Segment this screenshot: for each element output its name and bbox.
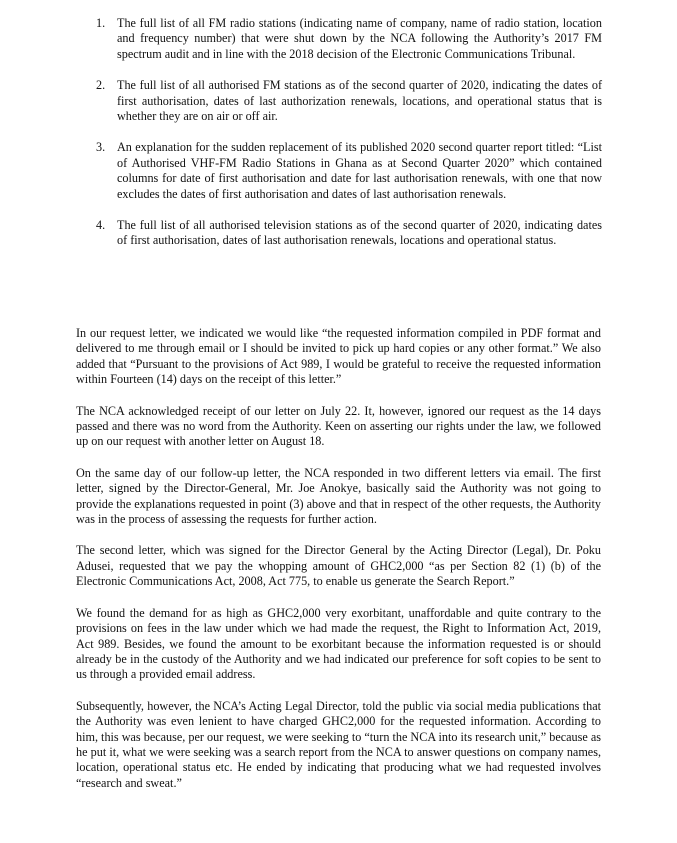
list-item-text: The full list of all authorised FM stations as of the second quarter of 2020, indicating the dates of first authorisation, dates of last authorization renewals, locations, and operational status that is whether they are on air or off air. <box>117 78 602 124</box>
list-number: 3. <box>96 140 106 155</box>
list-number: 1. <box>96 16 106 30</box>
paragraph-legal-director-statement: Subsequently, however, the NCA’s Acting Legal Director, told the public via social media publications that the Authority was even lenient to have charged GHC2,000 for the requested information. According to him, this was because, per our request, we were seeking to “turn the NCA into its research unit,” because as he put it, what we were seeking was a search report from the NCA to answer questions on company names, location, operational status etc. He ended by indicating that producing what we had requested involves “research and sweat.” <box>76 698 601 790</box>
numbered-request-list <box>96 16 602 265</box>
list-item-3 <box>96 140 602 202</box>
paragraph-request-letter: In our request letter, we indicated we would like “the requested information compiled in PDF format and delivered to me through email or I should be invited to pick up hard copies or any other format.” We also added that “Pursuant to the provisions of Act 989, I would be grateful to receive the requested information within Fourteen (14) days on the receipt of this letter.” <box>76 326 601 387</box>
paragraph-second-letter: The second letter, which was signed for the Director General by the Acting Director (Legal), Dr. Poku Adusei, requested that we pay the whopping amount of GHC2,000 “as per Section 82 (1) (b) of the Electronic Communications Act, 2008, Act 775, to enable us generate the Search Report.” <box>76 543 601 589</box>
body-text <box>76 326 601 807</box>
list-item-text: An explanation for the sudden replacement of its published 2020 second quarter report titled: “List of Authorised VHF-FM Radio Stations in Ghana as at Second Quarter 2020” which contained columns for date of first authorisation and date for last authorisation renewals, with one that now excludes the dates of first authorisation and dates of last authorisation renewals. <box>117 140 602 201</box>
list-item-text: The full list of all FM radio stations (indicating name of company, name of radio station, location and frequency number) that were shut down by the NCA following the Authority’s 2017 FM spectrum audit and in line with the 2018 decision of the Electronic Communications Tribunal. <box>117 16 602 61</box>
list-number: 2. <box>96 78 106 93</box>
list-item-1 <box>96 16 602 62</box>
list-item-2 <box>96 78 602 124</box>
list-item-4 <box>96 218 602 249</box>
list-item-text: The full list of all authorised television stations as of the second quarter of 2020, indicating dates of first authorisation, dates of last authorisation renewals, locations and operational status. <box>117 218 602 248</box>
paragraph-acknowledgement: The NCA acknowledged receipt of our letter on July 22. It, however, ignored our request as the 14 days passed and there was no word from the Authority. Keen on asserting our rights under the law, we followed up on our request with another letter on August 18. <box>76 403 601 449</box>
list-number: 4. <box>96 218 106 233</box>
paragraph-first-response: On the same day of our follow-up letter, the NCA responded in two different letters via email. The first letter, signed by the Director-General, Mr. Joe Anokye, basically said the Authority was not going to provide the explanations requested in point (3) above and that in respect of the other requests, the Authority was in the process of assessing the requests for further action. <box>76 465 601 527</box>
paragraph-fee-objection: We found the demand for as high as GHC2,000 very exorbitant, unaffordable and quite contrary to the provisions on fees in the law under which we had made the request, the Right to Information Act, 2019, Act 989. Besides, we found the amount to be exorbitant because the information requested is or should already be in the custody of the Authority and we had indicated our preference for soft copies to be sent to us through a provided email address. <box>76 605 601 682</box>
